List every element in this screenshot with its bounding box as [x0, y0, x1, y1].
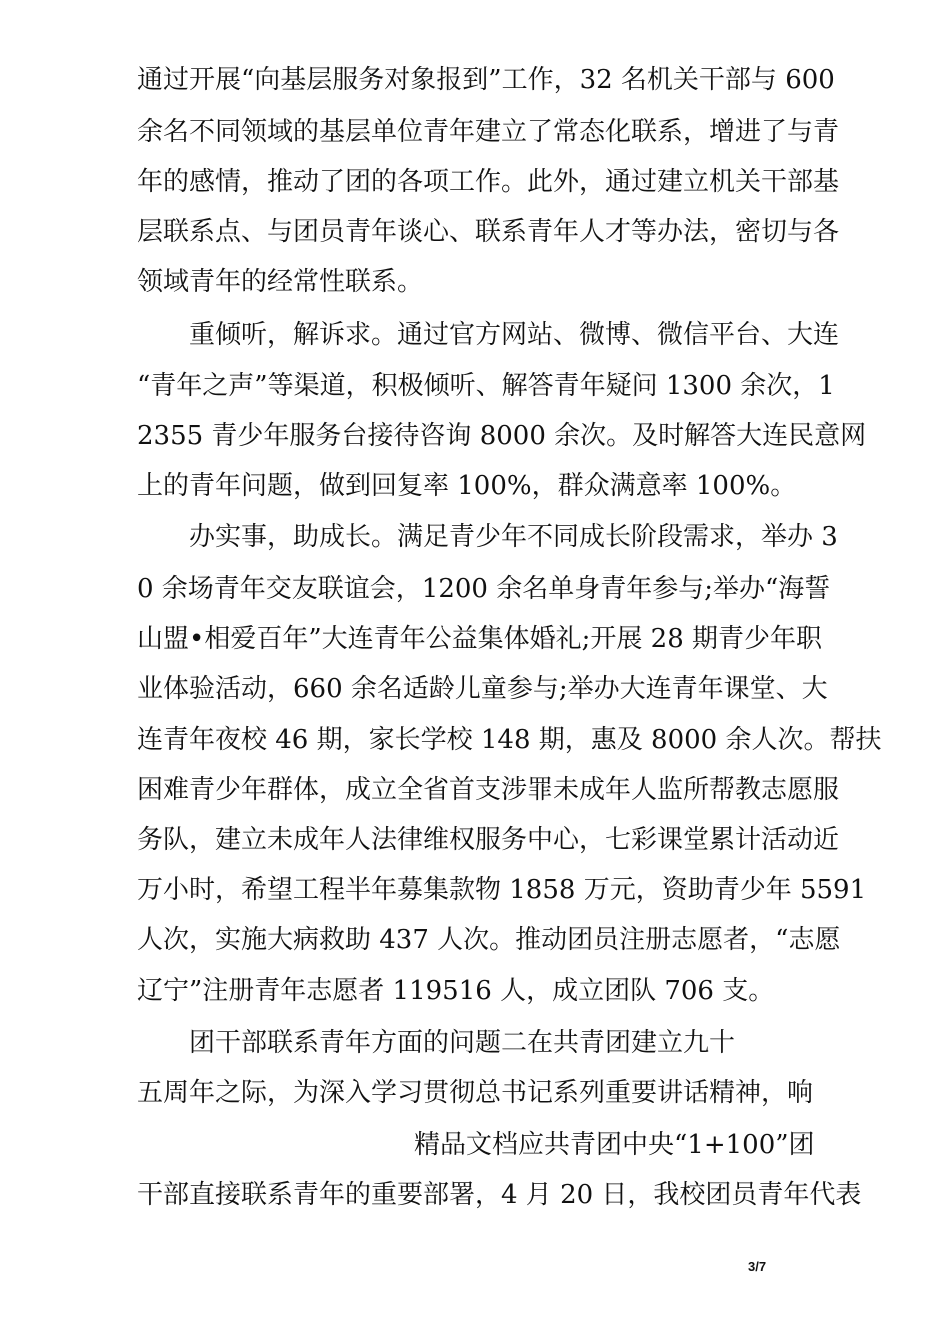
text-line: 领域青年的经常性联系。	[137, 267, 424, 297]
text-line: 连青年夜校 46 期，家长学校 148 期，惠及 8000 余人次。帮扶	[137, 725, 882, 755]
text-line: 人次，实施大病救助 437 人次。推动团员注册志愿者，“志愿	[137, 925, 841, 955]
paragraph-heading-line: 重倾听，解诉求。通过官方网站、微博、微信平台、大连	[189, 320, 840, 350]
paragraph-heading-line: 团干部联系青年方面的问题二在共青团建立九十	[189, 1028, 736, 1058]
text-line: 辽宁”注册青年志愿者 119516 人，成立团队 706 支。	[137, 976, 775, 1006]
text-line: 通过开展“向基层服务对象报到”工作，32 名机关干部与 600	[137, 65, 835, 95]
page-number: 3/7	[748, 1259, 767, 1274]
text-line: 2355 青少年服务台接待咨询 8000 余次。及时解答大连民意网	[137, 421, 867, 451]
text-line: 0 余场青年交友联谊会，1200 余名单身青年参与;举办“海誓	[137, 574, 831, 604]
text-line: 困难青少年群体，成立全省首支涉罪未成年人监所帮教志愿服	[137, 775, 840, 805]
text-line: 山盟•相爱百年”大连青年公益集体婚礼;开展 28 期青少年职	[137, 624, 823, 654]
text-line: “青年之声”等渠道，积极倾听、解答青年疑问 1300 余次，1	[137, 371, 835, 401]
text-line: 干部直接联系青年的重要部署，4 月 20 日，我校团员青年代表	[137, 1180, 862, 1210]
text-line: 万小时，希望工程半年募集款物 1858 万元，资助青少年 5591	[137, 875, 867, 905]
text-line: 年的感情，推动了团的各项工作。此外，通过建立机关干部基	[137, 167, 840, 197]
text-line: 务队，建立未成年人法律维权服务中心，七彩课堂累计活动近	[137, 825, 840, 855]
text-line: 五周年之际，为深入学习贯彻总书记系列重要讲话精神，响	[137, 1078, 814, 1108]
watermark-text-line: 精品文档应共青团中央“1+100”团	[414, 1130, 815, 1160]
text-line: 余名不同领域的基层单位青年建立了常态化联系，增进了与青	[137, 117, 840, 147]
text-line: 层联系点、与团员青年谈心、联系青年人才等办法，密切与各	[137, 217, 840, 247]
text-line: 上的青年问题，做到回复率 100%，群众满意率 100%。	[137, 471, 797, 501]
paragraph-heading-line: 办实事，助成长。满足青少年不同成长阶段需求，举办 3	[189, 522, 838, 552]
text-line: 业体验活动，660 余名适龄儿童参与;举办大连青年课堂、大	[137, 674, 828, 704]
